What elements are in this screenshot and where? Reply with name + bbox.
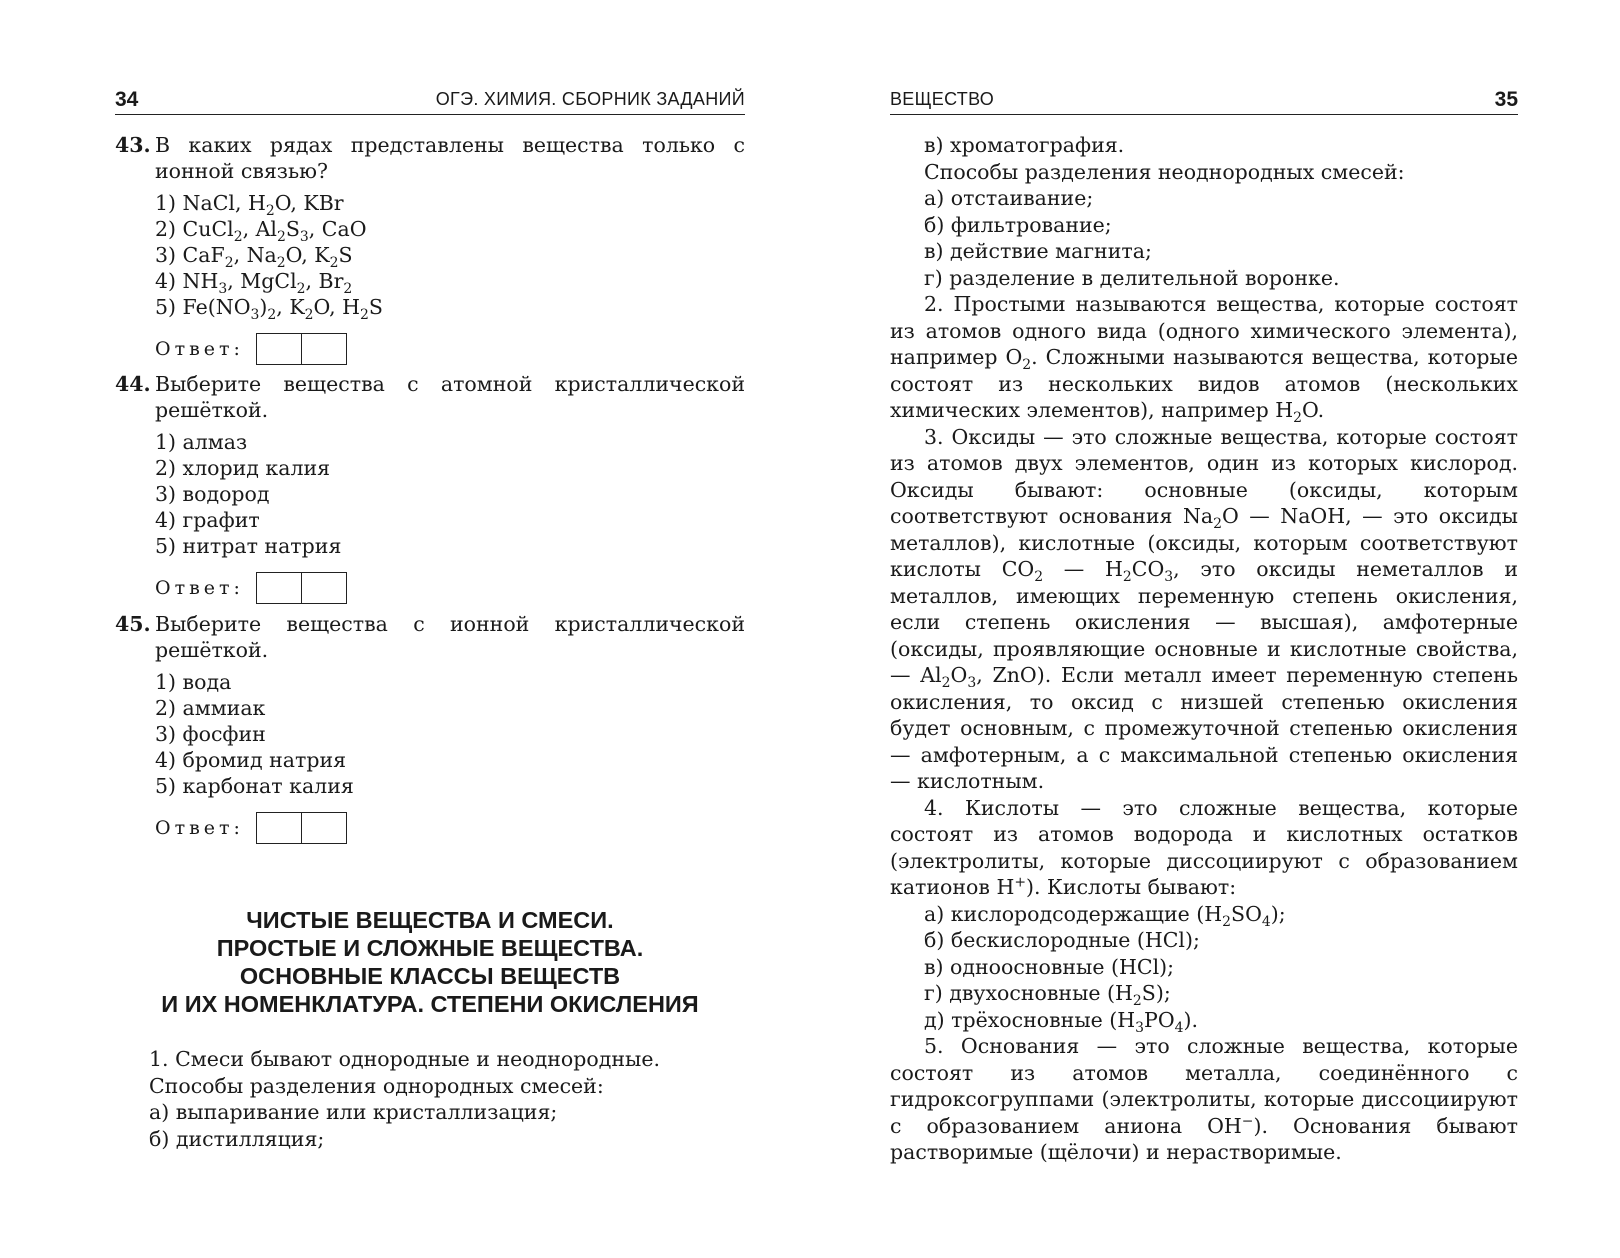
answer-cell[interactable]: [257, 334, 301, 364]
list-line: г) разделение в делительной воронке.: [924, 265, 1340, 290]
paragraph: 3. Оксиды — это сложные вещества, которые состоят из атомов двух элементов, один из которых кислород. Оксиды бывают: основные (оксиды, которым соответствуют основания $Na_2O$ — NaOH, — это оксиды металлов), кислотные (оксиды, которым соответствуют кислоты $CO_2$ — $H_2CO_3$, это оксиды неметаллов и металлов, имеющих переменную степень окисления, если степень окисления — высшая), амфотерные (оксиды, проявляющие основные и кислотные свойства, — $Al_2O_3$, ZnO). Если металл имеет переменную степень окисления, то оксид с низшей степенью окисления будет основным, с промежуточной степенью окисления — амфотерным, а с максимальной степенью окисления — кислотным.: [890, 424, 1518, 793]
list-line: а) отстаивание;: [924, 186, 1094, 210]
list-line: г) двухосновные $(H_2S)$;: [924, 981, 1171, 1009]
option-item: 3) CaF$_2$, $Na_2O$, $K_2S$: [155, 243, 353, 271]
option-item: 2) хлорид калия: [155, 456, 331, 480]
list-line: б) бескислородные (HCl);: [924, 928, 1200, 952]
answer-box[interactable]: [256, 812, 347, 844]
question-text: В каких рядах представлены вещества только с ионной связью?: [155, 133, 745, 183]
answer-cell[interactable]: [257, 573, 301, 603]
option-item: 4) графит: [155, 508, 260, 532]
option-item: 4) бромид натрия: [155, 748, 347, 772]
option-item: 1) NaCl, $H_2O$, KBr: [155, 191, 344, 219]
section-title-line: И ИХ НОМЕНКЛАТУРА. СТЕПЕНИ ОКИСЛЕНИЯ: [161, 991, 699, 1017]
options-list: [155, 190, 745, 323]
answer-row: [155, 571, 745, 605]
answer-cell[interactable]: [257, 813, 301, 843]
section-title-line: ОСНОВНЫЕ КЛАССЫ ВЕЩЕСТВ: [239, 963, 621, 989]
answer-box[interactable]: [256, 333, 347, 365]
running-head: ВЕЩЕСТВО: [890, 89, 995, 109]
list-line: в) действие магнита;: [924, 239, 1152, 263]
section-title-line: ПРОСТЫЕ И СЛОЖНЫЕ ВЕЩЕСТВА.: [216, 935, 644, 961]
question-45: [115, 611, 745, 845]
right-page: [890, 0, 1518, 1258]
option-item: 3) водород: [155, 482, 270, 506]
left-page: [115, 0, 745, 1258]
question-43: [115, 132, 745, 366]
paragraph: 5. Основания — это сложные вещества, которые состоят из атомов металла, соединённого с гидроксогруппами (электролиты, которые диссоциируют с образованием аниона OH−). Основания бывают растворимые (щёлочи) и нерастворимые.: [890, 1034, 1518, 1164]
option-item: 5) $Fe(NO_3)_2$, $K_2O$, $H_2S$: [155, 295, 383, 323]
options-list: [155, 669, 745, 799]
body-line: б) дистилляция;: [149, 1126, 325, 1151]
section-title: [115, 906, 745, 1018]
answer-row: [155, 332, 745, 366]
question-number: 44.: [115, 372, 151, 396]
list-line: Способы разделения неоднородных смесей:: [924, 159, 1405, 184]
question-text: Выберите вещества с ионной кристаллической решёткой.: [155, 612, 745, 662]
option-item: 1) вода: [155, 670, 232, 694]
option-item: 4) $NH_3$, MgCl$_2$, $Br_2$: [155, 269, 353, 297]
option-item: 3) фосфин: [155, 722, 266, 746]
question-text: Выберите вещества с атомной кристаллической решёткой.: [155, 372, 745, 422]
page-number: 34: [115, 88, 139, 111]
list-line: в) хроматография.: [924, 133, 1125, 157]
list-line: в) одноосновные (HCl);: [924, 954, 1175, 979]
answer-label: Ответ:: [155, 817, 244, 839]
answer-box[interactable]: [256, 572, 347, 604]
options-list: [155, 429, 745, 559]
option-item: 2) аммиак: [155, 696, 266, 720]
body-line: Способы разделения однородных смесей:: [149, 1073, 604, 1098]
list-line: б) фильтрование;: [924, 212, 1112, 237]
answer-cell[interactable]: [301, 573, 346, 603]
left-body-text: [149, 1046, 745, 1152]
answer-row: [155, 811, 745, 845]
answer-cell[interactable]: [301, 334, 346, 364]
option-item: 1) алмаз: [155, 430, 248, 454]
answer-cell[interactable]: [301, 813, 346, 843]
option-item: 5) карбонат калия: [155, 774, 354, 798]
right-body-text: [890, 132, 1518, 1166]
body-line: 1. Смеси бывают однородные и неоднородные.: [149, 1047, 660, 1071]
body-line: а) выпаривание или кристаллизация;: [149, 1100, 558, 1124]
page-number: 35: [1494, 88, 1518, 111]
question-44: [115, 371, 745, 605]
option-item: 5) нитрат натрия: [155, 534, 342, 558]
answer-label: Ответ:: [155, 577, 244, 599]
question-number: 43.: [115, 133, 151, 157]
section-title-line: ЧИСТЫЕ ВЕЩЕСТВА И СМЕСИ.: [246, 907, 614, 933]
list-line: а) кислородсодержащие $(H_2SO_4)$;: [924, 901, 1286, 930]
answer-label: Ответ:: [155, 338, 244, 360]
running-head: ОГЭ. ХИМИЯ. СБОРНИК ЗАДАНИЙ: [435, 89, 745, 109]
paragraph: 2. Простыми называются вещества, которые состоят из атомов одного вида (одного химического элемента), например $O_2$. Сложными называются вещества, которые состоят из нескольких видов атомов (нескольких химических элементов), например $H_2O$.: [890, 292, 1519, 426]
left-page-header: [115, 86, 745, 115]
paragraph: 4. Кислоты — это сложные вещества, которые состоят из атомов водорода и кислотных остатков (электролиты, которые диссоциируют с образованием катионов H+). Кислоты бывают:: [890, 795, 1518, 899]
list-line: д) трёхосновные $(H_3PO_4)$.: [924, 1007, 1199, 1036]
question-number: 45.: [115, 612, 151, 636]
option-item: 2) CuCl$_2$, $Al_2S_3$, CaO: [155, 217, 367, 245]
right-page-header: [890, 86, 1518, 115]
